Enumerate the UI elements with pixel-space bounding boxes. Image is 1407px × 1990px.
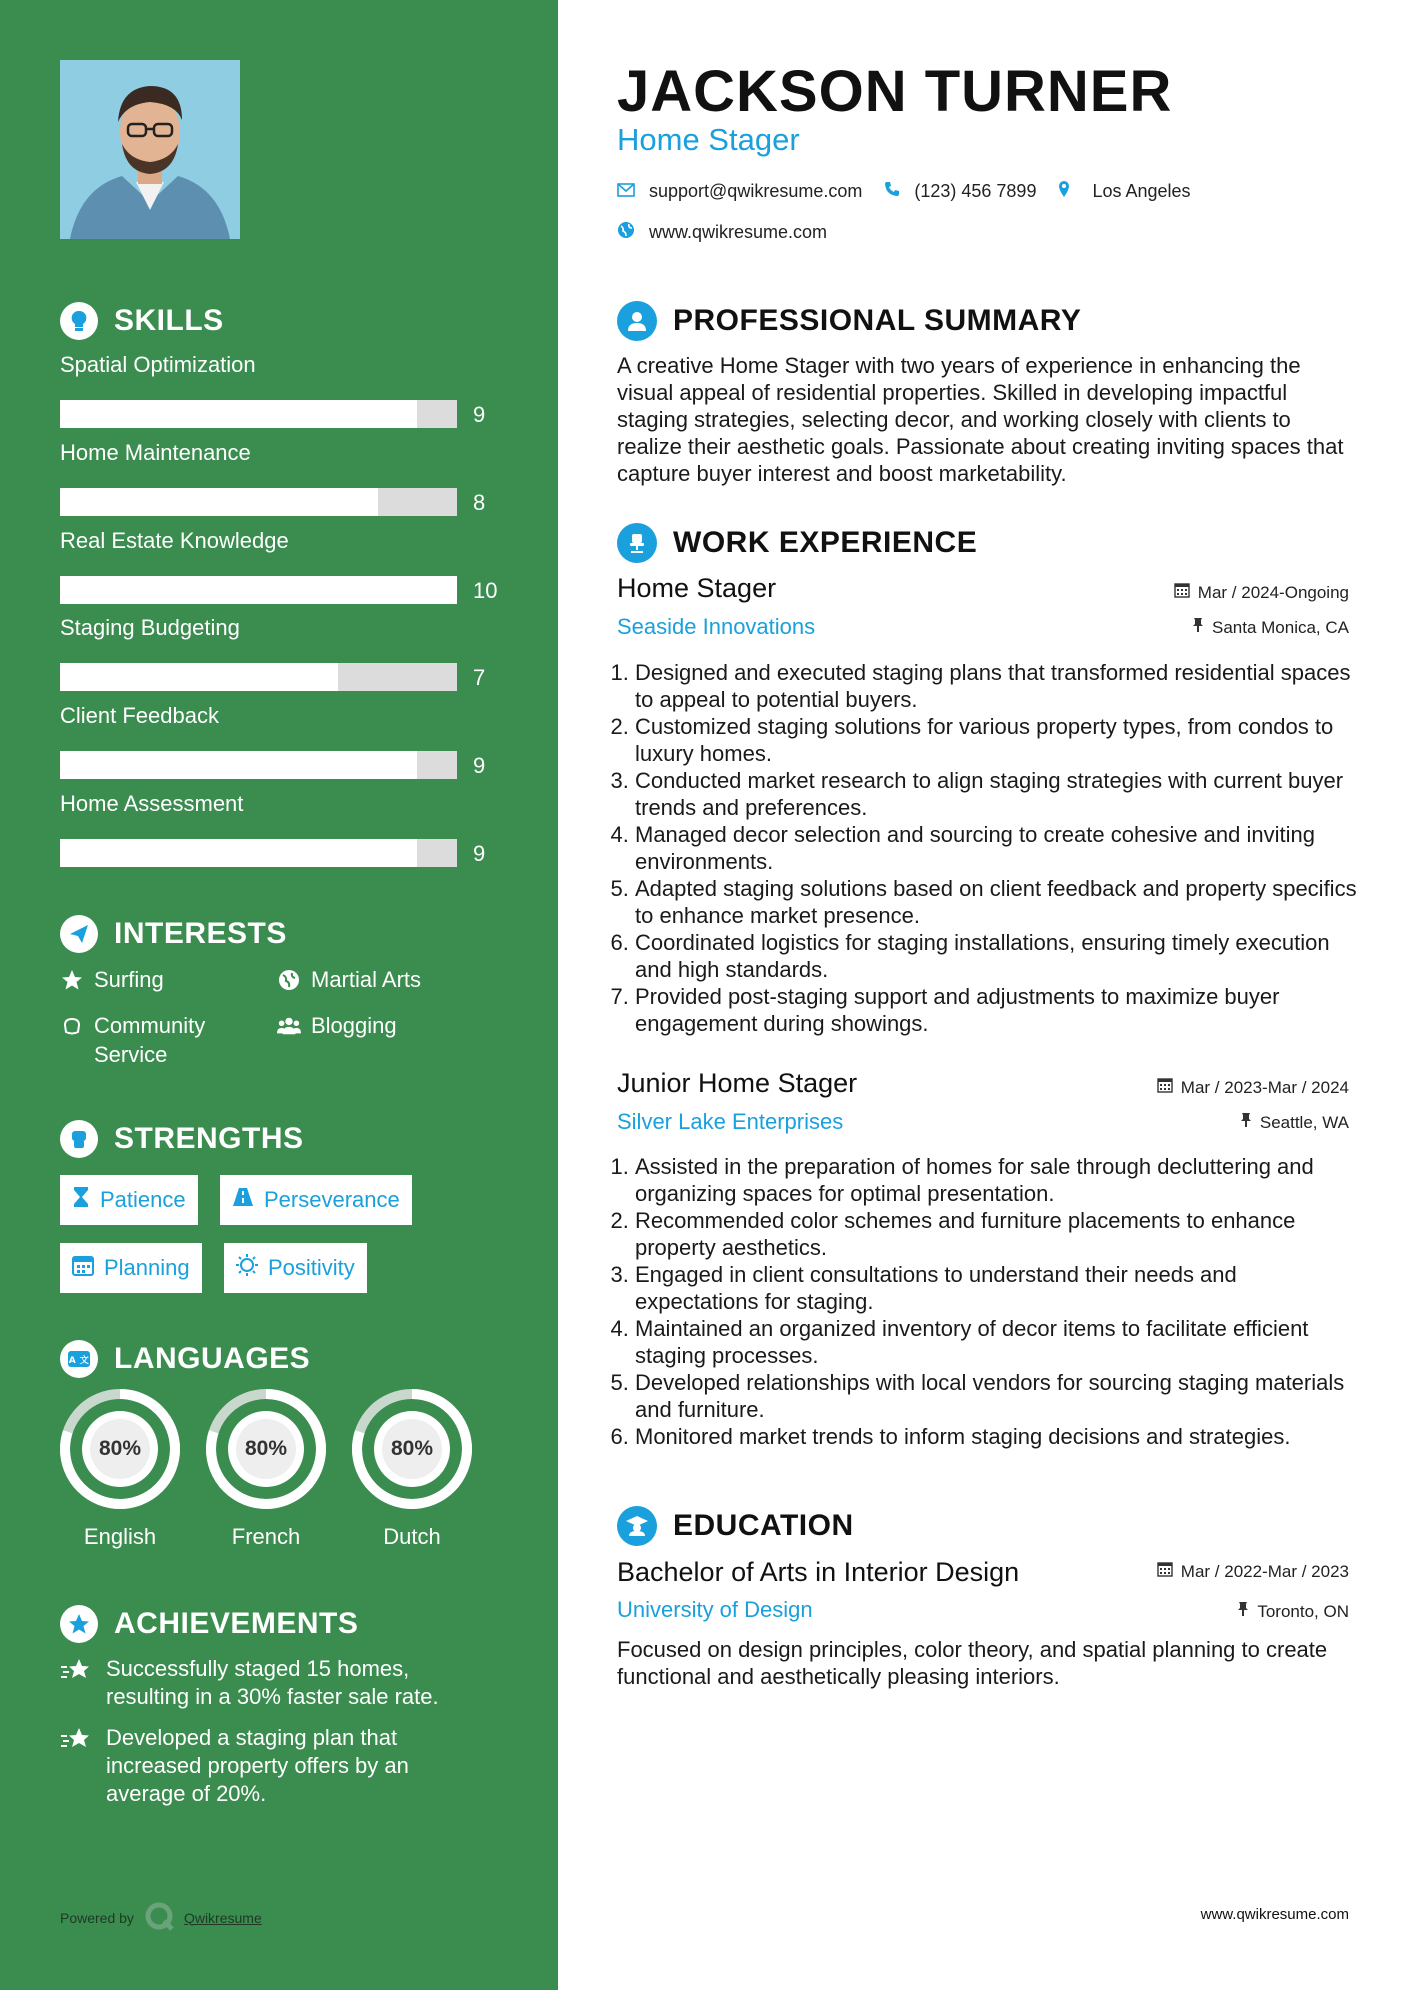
hourglass-icon bbox=[72, 1186, 90, 1214]
education-heading bbox=[617, 1506, 854, 1546]
achievements-title: ACHIEVEMENTS bbox=[114, 1607, 359, 1640]
job-title: Home Stager bbox=[617, 573, 777, 603]
strength-chip bbox=[60, 1175, 198, 1225]
user-icon bbox=[617, 301, 657, 341]
skill-label: Staging Budgeting bbox=[60, 615, 240, 640]
skill-bar bbox=[60, 663, 457, 691]
job-bullet: 3. Engaged in client consultations to understand their needs and expectations for staging. bbox=[635, 1261, 1362, 1315]
interest-item bbox=[277, 1011, 397, 1040]
website-row bbox=[617, 221, 827, 244]
job-bullet: 5. Adapted staging solutions based on client feedback and property specifics to enhance market presence. bbox=[635, 875, 1362, 929]
education-location bbox=[1237, 1601, 1349, 1622]
skill-bar bbox=[60, 839, 457, 867]
skill-label: Client Feedback bbox=[60, 703, 219, 728]
education-description: Focused on design principles, color theory, and spatial planning to create functional and aesthetically pleasing interiors. bbox=[617, 1637, 1328, 1689]
contact-email[interactable]: support@qwikresume.com bbox=[649, 181, 863, 201]
star-icon bbox=[60, 965, 84, 994]
contact-location: Los Angeles bbox=[1092, 181, 1191, 201]
job-bullet: 4. Managed decor selection and sourcing to create cohesive and inviting environments. bbox=[635, 821, 1362, 875]
interest-label: Martial Arts bbox=[311, 967, 422, 992]
job-company: Seaside Innovations bbox=[617, 614, 816, 639]
skill-bar-fill bbox=[60, 576, 457, 604]
fist-icon bbox=[60, 1120, 98, 1158]
job-title: Junior Home Stager bbox=[617, 1068, 858, 1098]
interest-item bbox=[60, 1011, 260, 1069]
skill-label: Home Maintenance bbox=[60, 440, 251, 465]
job-bullet: 4. Maintained an organized inventory of decor items to facilitate efficient staging processes. bbox=[635, 1315, 1362, 1369]
language-percent: 80% bbox=[98, 1437, 142, 1460]
contact-phone[interactable]: (123) 456 7899 bbox=[914, 181, 1037, 201]
pushpin-icon bbox=[1192, 617, 1204, 638]
job-location-text: Seattle, WA bbox=[1259, 1112, 1349, 1132]
office-chair-icon bbox=[617, 523, 657, 563]
skill-value: 7 bbox=[473, 665, 486, 690]
shooting-star-icon bbox=[60, 1724, 92, 1808]
calendar-icon bbox=[1157, 1077, 1173, 1098]
skill-item bbox=[60, 615, 500, 690]
interest-label: Blogging bbox=[311, 1013, 397, 1038]
job-date-text: Mar / 2024-Ongoing bbox=[1197, 582, 1349, 602]
skill-item bbox=[60, 440, 500, 515]
achievement-text: Successfully staged 15 homes, resulting in a 30% faster sale rate. bbox=[106, 1656, 439, 1709]
job-company: Silver Lake Enterprises bbox=[617, 1109, 844, 1134]
skill-bar-fill bbox=[60, 400, 417, 428]
strength-chip bbox=[60, 1243, 202, 1293]
skill-value: 9 bbox=[473, 841, 486, 866]
map-pin-icon bbox=[1058, 180, 1070, 203]
powered-by-label: Powered by bbox=[60, 1909, 134, 1926]
education-date-text: Mar / 2022-Mar / 2023 bbox=[1180, 1561, 1349, 1581]
skill-bar-fill bbox=[60, 751, 417, 779]
skill-bar bbox=[60, 576, 457, 604]
job-bullet: 1. Designed and executed staging plans that transformed residential spaces to appeal to potential buyers. bbox=[635, 659, 1362, 713]
strength-chip bbox=[220, 1175, 412, 1225]
contact-website[interactable]: www.qwikresume.com bbox=[649, 222, 828, 242]
job-bullet: 6. Monitored market trends to inform staging decisions and strategies. bbox=[635, 1423, 1362, 1450]
skill-bar bbox=[60, 488, 457, 516]
job-date bbox=[1174, 582, 1349, 603]
language-item bbox=[351, 1388, 473, 1550]
job-bullet: 3. Conducted market research to align staging strategies with current buyer trends and preferences. bbox=[635, 767, 1362, 821]
job-bullet: 2. Recommended color schemes and furniture placements to enhance property aesthetics. bbox=[635, 1207, 1362, 1261]
strengths-heading bbox=[60, 1120, 304, 1158]
education-title: EDUCATION bbox=[673, 1509, 854, 1542]
language-icon bbox=[60, 1340, 98, 1378]
experience-heading bbox=[617, 523, 977, 563]
languages-heading bbox=[60, 1340, 310, 1378]
envelope-icon bbox=[617, 181, 635, 202]
job-date-text: Mar / 2023-Mar / 2024 bbox=[1180, 1077, 1349, 1097]
job-bullet: 6. Coordinated logistics for staging installations, ensuring timely execution and high standards. bbox=[635, 929, 1362, 983]
interests-title: INTERESTS bbox=[114, 917, 287, 950]
achievement-item bbox=[60, 1655, 490, 1711]
shooting-star-icon bbox=[60, 1655, 92, 1711]
language-percent: 80% bbox=[390, 1437, 434, 1460]
skill-item bbox=[60, 528, 500, 603]
skill-value: 9 bbox=[473, 753, 486, 778]
skill-value: 9 bbox=[473, 402, 486, 427]
contact-row bbox=[617, 180, 1191, 203]
globe-icon bbox=[277, 965, 301, 994]
language-label: Dutch bbox=[383, 1524, 441, 1549]
skill-label: Spatial Optimization bbox=[60, 352, 256, 377]
calendar-icon bbox=[1157, 1561, 1173, 1582]
profile-photo bbox=[60, 60, 240, 239]
skill-value: 8 bbox=[473, 490, 486, 515]
job-location-text: Santa Monica, CA bbox=[1211, 617, 1349, 637]
skill-item bbox=[60, 703, 500, 778]
strength-label: Patience bbox=[100, 1187, 186, 1212]
skill-bar-fill bbox=[60, 488, 378, 516]
candidate-name: JACKSON TURNER bbox=[617, 59, 1173, 124]
person-portrait-icon bbox=[60, 60, 240, 239]
skill-item bbox=[60, 352, 500, 427]
skills-title: SKILLS bbox=[114, 304, 224, 337]
skill-label: Real Estate Knowledge bbox=[60, 528, 289, 553]
language-label: English bbox=[83, 1524, 157, 1549]
svg-text:A 文: A 文 bbox=[68, 1356, 90, 1366]
achievements-heading bbox=[60, 1605, 358, 1643]
strength-label: Perseverance bbox=[264, 1187, 400, 1212]
hand-icon bbox=[60, 1011, 84, 1040]
education-degree: Bachelor of Arts in Interior Design bbox=[617, 1557, 1020, 1587]
language-percent: 80% bbox=[244, 1437, 288, 1460]
skill-bar-fill bbox=[60, 663, 338, 691]
lightbulb-icon bbox=[60, 302, 98, 340]
sun-icon bbox=[236, 1254, 258, 1282]
language-item bbox=[205, 1388, 327, 1550]
job-bullets bbox=[617, 1153, 1362, 1450]
strength-label: Planning bbox=[104, 1255, 190, 1280]
experience-title: WORK EXPERIENCE bbox=[673, 526, 978, 559]
job-bullets bbox=[617, 659, 1362, 1037]
footer-url[interactable]: www.qwikresume.com bbox=[1200, 1906, 1349, 1923]
strength-chip bbox=[224, 1243, 367, 1293]
skill-bar-fill bbox=[60, 839, 417, 867]
language-item bbox=[59, 1388, 181, 1550]
graduate-icon bbox=[617, 1506, 657, 1546]
skill-item bbox=[60, 791, 500, 866]
languages-title: LANGUAGES bbox=[114, 1342, 311, 1375]
language-label: French bbox=[231, 1524, 301, 1549]
powered-by bbox=[60, 1901, 262, 1934]
job-bullet: 1. Assisted in the preparation of homes for sale through decluttering and organizing spaces for optimal presentation. bbox=[635, 1153, 1362, 1207]
qwikresume-link[interactable]: Qwikresume bbox=[183, 1909, 262, 1926]
calendar-icon bbox=[1174, 582, 1190, 603]
job-location bbox=[1192, 617, 1349, 638]
summary-heading bbox=[617, 301, 1081, 341]
pushpin-icon bbox=[1237, 1601, 1249, 1622]
interest-label: Surfing bbox=[94, 967, 164, 992]
phone-icon bbox=[884, 181, 900, 202]
job-bullet: 5. Developed relationships with local vendors for sourcing staging materials and furniture. bbox=[635, 1369, 1362, 1423]
education-location-text: Toronto, ON bbox=[1257, 1601, 1349, 1621]
users-icon bbox=[277, 1011, 301, 1040]
calendar-icon bbox=[72, 1254, 94, 1282]
interest-item bbox=[277, 965, 421, 994]
job-location bbox=[1240, 1112, 1349, 1133]
strength-label: Positivity bbox=[268, 1255, 355, 1280]
education-school: University of Design bbox=[617, 1597, 813, 1622]
interest-label: Community Service bbox=[94, 1013, 206, 1067]
interests-heading bbox=[60, 915, 287, 953]
skill-label: Home Assessment bbox=[60, 791, 244, 816]
star-badge-icon bbox=[60, 1605, 98, 1643]
candidate-role: Home Stager bbox=[617, 122, 800, 157]
pushpin-icon bbox=[1240, 1112, 1252, 1133]
skill-bar bbox=[60, 400, 457, 428]
summary-title: PROFESSIONAL SUMMARY bbox=[673, 304, 1082, 337]
globe-icon bbox=[617, 221, 635, 244]
achievement-text: Developed a staging plan that increased property offers by an average of 20%. bbox=[106, 1725, 409, 1806]
job-bullet: 7. Provided post-staging support and adjustments to maximize buyer engagement during showings. bbox=[635, 983, 1362, 1037]
job-bullet: 2. Customized staging solutions for various property types, from condos to luxury homes. bbox=[635, 713, 1362, 767]
skill-value: 10 bbox=[473, 578, 498, 603]
job-date bbox=[1157, 1077, 1349, 1098]
skills-heading bbox=[60, 302, 224, 340]
summary-text: A creative Home Stager with two years of experience in enhancing the visual appeal of residential properties. Skilled in developing impactful staging strategies, selecting decor, and working closely with clients to realize their aesthetic goals. Passionate about creating inviting spaces that capture buyer interest and boost marketability. bbox=[617, 353, 1344, 486]
paper-plane-icon bbox=[60, 915, 98, 953]
interest-item bbox=[60, 965, 164, 994]
qwikresume-logo-icon bbox=[144, 1901, 174, 1934]
strengths-title: STRENGTHS bbox=[114, 1122, 304, 1155]
education-date bbox=[1157, 1561, 1349, 1582]
achievement-item bbox=[60, 1724, 490, 1808]
road-icon bbox=[232, 1187, 254, 1213]
sidebar bbox=[0, 0, 558, 1990]
skill-bar bbox=[60, 751, 457, 779]
